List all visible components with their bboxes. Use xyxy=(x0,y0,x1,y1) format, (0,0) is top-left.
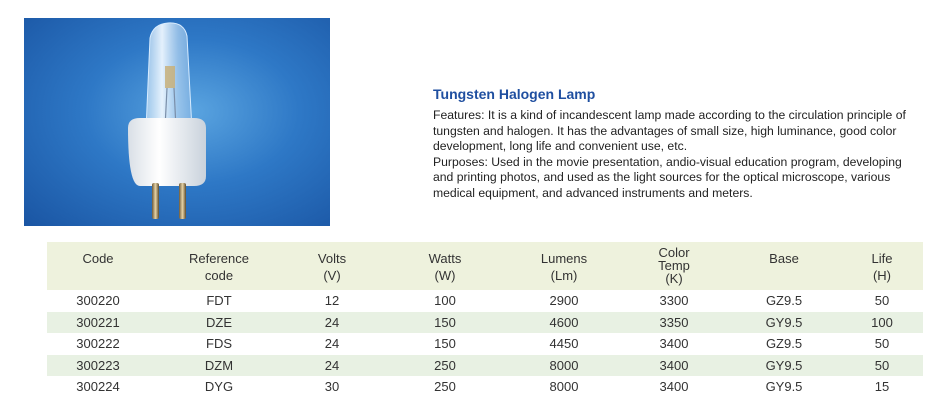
cell-watts: 250 xyxy=(434,379,456,394)
table-row xyxy=(47,376,923,398)
header-volts-label: Volts xyxy=(317,251,347,266)
header-reference-label: Reference xyxy=(189,251,249,266)
header-lumens-unit: (Lm) xyxy=(550,268,578,283)
features-text: Features: It is a kind of incandescent lamp made according to the circulation principle of tungsten and halogen. It has the advantages of small size, high luminance, good color development, long life and convenient use, etc. xyxy=(433,108,906,153)
cell-volts: 24 xyxy=(324,357,340,373)
header-temp-label: Temp xyxy=(658,258,690,273)
halogen-lamp-illustration xyxy=(24,18,330,226)
header-volts xyxy=(277,250,387,284)
header-base-label: Base xyxy=(769,251,799,266)
header-color-label: Color xyxy=(658,245,690,260)
header-code xyxy=(43,250,153,267)
cell-base: GY9.5 xyxy=(765,314,803,330)
spec-table xyxy=(47,242,923,398)
cell-reference: FDT xyxy=(206,293,232,308)
cell-base: GZ9.5 xyxy=(765,293,803,308)
table-row xyxy=(47,312,923,334)
header-volts-unit: (V) xyxy=(323,268,341,283)
header-life xyxy=(827,250,937,284)
cell-code: 300222 xyxy=(76,336,120,351)
header-code-label: Code xyxy=(82,251,114,266)
cell-lumens: 8000 xyxy=(549,357,579,373)
cell-color-temp: 3300 xyxy=(659,293,689,308)
cell-lumens: 4450 xyxy=(549,336,579,351)
cell-watts: 150 xyxy=(434,314,456,330)
header-watts-label: Watts xyxy=(428,251,462,266)
header-reference-sub: code xyxy=(204,268,234,283)
cell-watts: 150 xyxy=(434,336,456,351)
cell-life: 50 xyxy=(874,293,890,308)
cell-reference: DYG xyxy=(204,379,234,394)
table-row xyxy=(47,290,923,312)
cell-reference: FDS xyxy=(206,336,232,351)
cell-volts: 24 xyxy=(324,314,340,330)
cell-base: GY9.5 xyxy=(765,357,803,373)
cell-volts: 30 xyxy=(324,379,340,394)
header-life-unit: (H) xyxy=(872,268,892,283)
cell-reference: DZM xyxy=(204,357,234,373)
header-base xyxy=(729,250,839,267)
table-row xyxy=(47,355,923,377)
header-reference-code xyxy=(164,250,274,284)
cell-code: 300224 xyxy=(76,379,120,394)
lamp-photo xyxy=(24,18,330,226)
cell-code: 300220 xyxy=(76,293,120,308)
cell-code: 300221 xyxy=(76,314,120,330)
header-watts xyxy=(390,250,500,284)
cell-watts: 250 xyxy=(434,357,456,373)
cell-lumens: 8000 xyxy=(549,379,579,394)
header-color-temp xyxy=(619,246,729,285)
cell-reference: DZE xyxy=(206,314,232,330)
cell-lumens: 4600 xyxy=(549,314,579,330)
cell-color-temp: 3350 xyxy=(659,314,689,330)
table-header xyxy=(47,242,923,290)
product-info xyxy=(433,86,923,201)
cell-life: 50 xyxy=(874,336,890,351)
header-life-label: Life xyxy=(871,251,893,266)
header-lumens xyxy=(509,250,619,284)
purposes-text: Purposes: Used in the movie presentation, andio-visual education program, developing and printing photos, and used as the light sources for the optical microscope, various medical equipment, and advanced instruments and meters. xyxy=(433,154,902,200)
cell-volts: 24 xyxy=(324,336,340,351)
header-watts-unit: (W) xyxy=(434,268,456,283)
header-lumens-label: Lumens xyxy=(540,251,588,266)
cell-base: GZ9.5 xyxy=(765,336,803,351)
cell-life: 100 xyxy=(871,314,893,330)
cell-color-temp: 3400 xyxy=(659,336,689,351)
product-title: Tungsten Halogen Lamp xyxy=(433,86,596,102)
cell-volts: 12 xyxy=(324,293,340,308)
cell-base: GY9.5 xyxy=(765,379,803,394)
cell-code: 300223 xyxy=(76,357,120,373)
cell-life: 50 xyxy=(874,357,890,373)
cell-color-temp: 3400 xyxy=(659,357,689,373)
cell-watts: 100 xyxy=(434,293,456,308)
cell-color-temp: 3400 xyxy=(659,379,689,394)
cell-life: 15 xyxy=(874,379,890,394)
table-row xyxy=(47,333,923,355)
cell-lumens: 2900 xyxy=(549,293,579,308)
header-temp-unit: (K) xyxy=(665,271,683,286)
